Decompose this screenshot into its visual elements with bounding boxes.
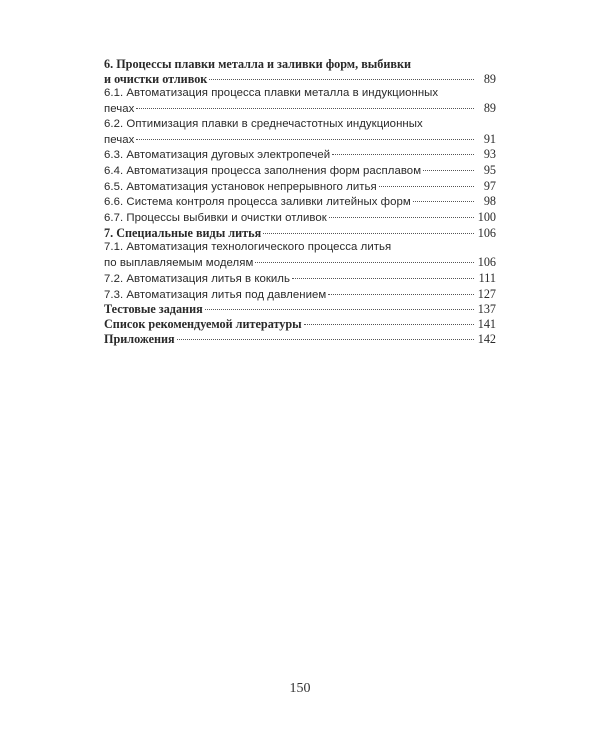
dot-leader	[423, 169, 474, 171]
toc-page-number: 137	[477, 302, 496, 317]
dot-leader	[292, 277, 474, 279]
toc-entry-6-7	[104, 210, 496, 226]
toc-page-number: 100	[477, 210, 496, 225]
toc-entry-section-7	[104, 226, 496, 241]
toc-page-number: 106	[477, 225, 496, 240]
dot-leader	[413, 200, 474, 202]
toc-entry-title-line: 7. Специальные виды литья	[104, 225, 262, 240]
toc-entry-title-line: 6.5. Автоматизация установок непрерывного литья	[104, 180, 377, 193]
toc-page-number: 106	[477, 255, 496, 270]
toc-entry-title-line: 6.2. Оптимизация плавки в среднечастотных индукционных	[104, 117, 423, 130]
toc-entry-6-5	[104, 179, 496, 195]
toc-entry-7-1	[104, 240, 496, 270]
toc-entry-title-line: Список рекомендуемой литературы	[104, 316, 302, 331]
toc-entry-title-line: 7.1. Автоматизация технологического процесса литья	[104, 241, 392, 254]
dot-leader	[332, 153, 474, 155]
toc-entry-title-line: 6.3. Автоматизация дуговых электропечей	[104, 149, 331, 162]
toc-page-number: 127	[477, 286, 496, 301]
toc-entry-section-6	[104, 57, 496, 86]
toc-entry-7-2	[104, 271, 496, 287]
dot-leader	[304, 323, 474, 325]
dot-leader	[136, 138, 474, 140]
toc-entry-title-line: Тестовые задания	[104, 302, 203, 317]
dot-leader	[205, 308, 474, 310]
dot-leader	[177, 338, 474, 340]
toc-entry-6-4	[104, 163, 496, 179]
toc-entry-6-2	[104, 117, 496, 147]
toc-entry-title-line: 6.7. Процессы выбивки и очистки отливок	[104, 212, 327, 225]
toc-page-number: 89	[483, 71, 496, 86]
toc-page-number: 97	[483, 178, 496, 193]
toc-entry-title-line: 6.1. Автоматизация процесса плавки металла в индукционных	[104, 87, 439, 100]
dot-leader	[329, 216, 474, 218]
toc-page-number: 89	[483, 101, 496, 116]
dot-leader	[379, 185, 474, 187]
toc-page-number: 111	[478, 270, 496, 285]
toc-entry-title-line: 7.2. Автоматизация литья в кокиль	[104, 272, 290, 285]
toc-entry-6-1	[104, 86, 496, 116]
toc-entry-title-line: печах	[104, 133, 135, 146]
toc-entry-7-3	[104, 287, 496, 303]
dot-leader	[328, 293, 474, 295]
toc-entry-title-line: 6.6. Система контроля процесса заливки литейных форм	[104, 196, 411, 209]
dot-leader	[255, 261, 474, 263]
dot-leader	[209, 78, 474, 80]
toc-entry-references	[104, 317, 496, 332]
toc-entry-title-line: 6. Процессы плавки металла и заливки форм, выбивки	[104, 57, 412, 71]
toc-page-number: 95	[483, 162, 496, 177]
toc-entry-title-line: Приложения	[104, 331, 175, 346]
toc-page-number: 93	[483, 147, 496, 162]
table-of-contents	[104, 57, 496, 346]
toc-entry-title-line: 7.3. Автоматизация литья под давлением	[104, 288, 327, 301]
toc-entry-appendices	[104, 332, 496, 347]
toc-entry-6-6	[104, 194, 496, 210]
dot-leader	[136, 107, 474, 109]
dot-leader	[263, 232, 474, 234]
toc-entry-title-line: печах	[104, 103, 135, 116]
toc-entry-6-3	[104, 147, 496, 163]
toc-page-number: 142	[477, 331, 496, 346]
page-number: 150	[289, 681, 311, 696]
toc-entry-test-tasks	[104, 302, 496, 317]
toc-entry-title-line: и очистки отливок	[104, 71, 208, 86]
toc-entry-title-line: 6.4. Автоматизация процесса заполнения форм расплавом	[104, 164, 422, 177]
toc-entry-title-line: по выплавляемым моделям	[104, 257, 254, 270]
toc-page-number: 98	[483, 194, 496, 209]
toc-page-number: 91	[483, 131, 496, 146]
toc-page-number: 141	[477, 316, 496, 331]
